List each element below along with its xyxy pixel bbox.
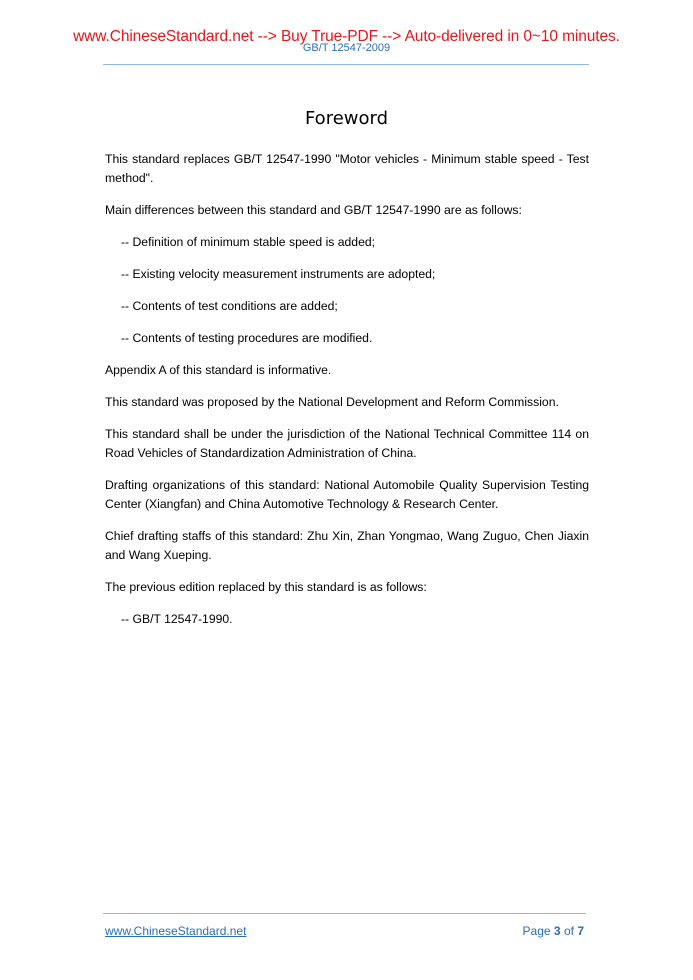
paragraph-replaces: This standard replaces GB/T 12547-1990 "Motor vehicles - Minimum stable speed - Test method". [105, 152, 589, 185]
paragraph-differences-intro: Main differences between this standard and GB/T 12547-1990 are as follows: [105, 203, 522, 217]
document-body [105, 150, 589, 642]
page-of: of [563, 924, 574, 938]
page-indicator [523, 924, 584, 938]
paragraph-proposed-by: This standard was proposed by the National Development and Reform Commission. [105, 395, 559, 409]
page-label: Page [522, 924, 551, 938]
standard-code-header: GB/T 12547-2009 [302, 42, 391, 54]
list-item: -- Definition of minimum stable speed is added; [121, 235, 376, 249]
footer-divider [103, 913, 586, 914]
paragraph-drafting-staffs: Chief drafting staffs of this standard: Zhu Xin, Zhan Yongmao, Wang Zuguo, Chen Jiaxin and Wang Xueping. [105, 529, 589, 562]
list-item: -- Existing velocity measurement instruments are adopted; [121, 267, 436, 281]
list-item: -- Contents of testing procedures are modified. [121, 331, 373, 345]
paragraph-drafting-organizations: Drafting organizations of this standard: National Automobile Quality Supervision Testing Center (Xiangfan) and China Automotive Technology & Research Center. [105, 478, 589, 511]
list-item: -- GB/T 12547-1990. [121, 612, 233, 626]
footer-site-link[interactable]: www.ChineseStandard.net [105, 924, 247, 938]
page-title: Foreword [304, 108, 389, 129]
paragraph-previous-edition: The previous edition replaced by this standard is as follows: [105, 580, 427, 594]
list-item: -- Contents of test conditions are added; [121, 299, 338, 313]
page-current: 3 [553, 924, 561, 938]
paragraph-jurisdiction: This standard shall be under the jurisdiction of the National Technical Committee 114 on Road Vehicles of Standardization Administration of China. [105, 427, 589, 460]
page-total: 7 [577, 924, 584, 938]
promo-banner[interactable]: www.ChineseStandard.net --> Buy True-PDF --> Auto-delivered in 0~10 minutes. [73, 28, 620, 45]
paragraph-appendix: Appendix A of this standard is informative. [105, 363, 332, 377]
header-divider [103, 64, 589, 65]
